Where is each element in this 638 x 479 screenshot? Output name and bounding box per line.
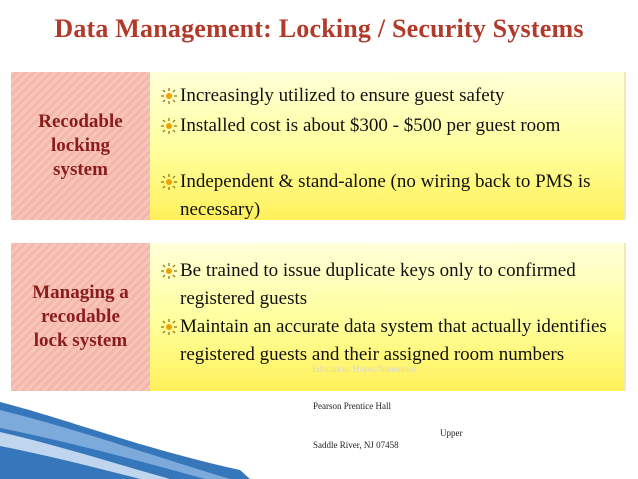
section-label-recodable-locking: Recodable locking system xyxy=(38,111,123,180)
slide-title: Data Management: Locking / Security Systems xyxy=(54,14,584,43)
footer-publisher: Pearson Prentice Hall xyxy=(313,401,391,411)
bullet-item: Maintain an accurate data system that actually identifies registered guests and their assigned room numbers xyxy=(160,313,620,369)
bullet-item: Installed cost is about $300 - $500 per guest room xyxy=(160,112,620,140)
footer-publisher-ghost: Education, Hayes/Ninemeier xyxy=(312,364,416,374)
bullet-item: Independent & stand-alone (no wiring back to PMS is necessary) xyxy=(160,168,620,224)
footer-address: Saddle River, NJ 07458 xyxy=(313,440,399,450)
footer-upper: Upper xyxy=(440,428,463,438)
bullet-item: Be trained to issue duplicate keys only to confirmed registered guests xyxy=(160,257,620,313)
bullet-item: Increasingly utilized to ensure guest safety xyxy=(160,82,620,110)
section-label-managing-lock: Managing a recodable lock system xyxy=(32,282,129,351)
